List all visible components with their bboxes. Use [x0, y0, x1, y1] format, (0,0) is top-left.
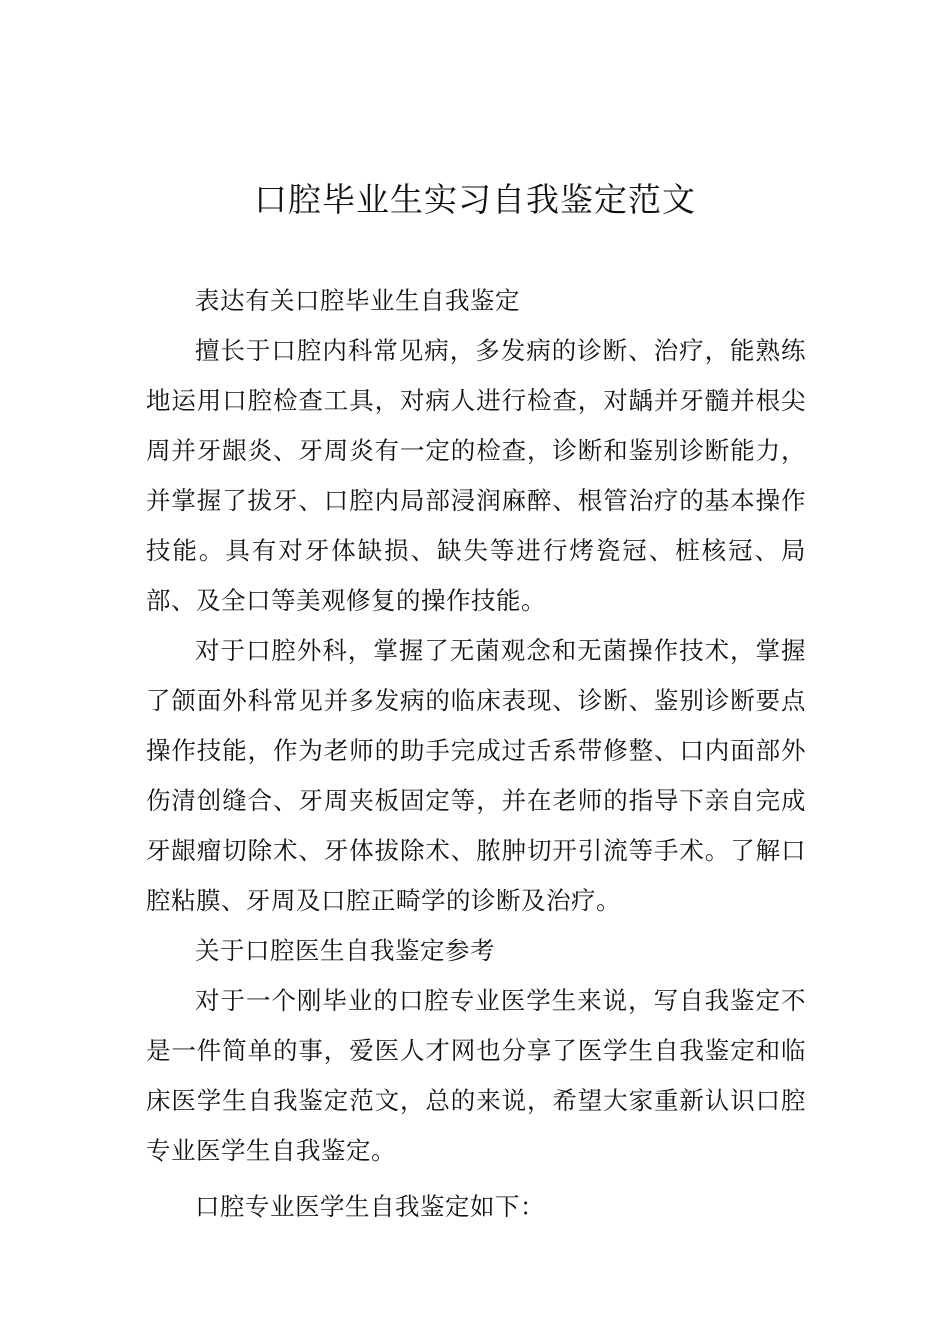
paragraph-graduate-note: 对于一个刚毕业的口腔专业医学生来说，写自我鉴定不是一件简单的事，爱医人才网也分享了医学生自我鉴定和临床医学生自我鉴定范文，总的来说，希望大家重新认识口腔专业医学生自我鉴定。 — [146, 986, 806, 1165]
paragraph-internal-medicine: 擅长于口腔内科常见病，多发病的诊断、治疗，能熟练地运用口腔检查工具，对病人进行检查，对龋并牙髓并根尖周并牙龈炎、牙周炎有一定的检查，诊断和鉴别诊断能力，并掌握了拔牙、口腔内局部浸润麻醉、根管治疗的基本操作技能。具有对牙体缺损、缺失等进行烤瓷冠、桩核冠、局部、及全口等美观修复的操作技能。 — [146, 336, 806, 615]
document-title: 口腔毕业生实习自我鉴定范文 — [254, 180, 696, 219]
document-body — [146, 276, 806, 1232]
paragraph-intro-heading: 表达有关口腔毕业生自我鉴定 — [195, 286, 520, 315]
paragraph-oral-surgery: 对于口腔外科，掌握了无菌观念和无菌操作技术，掌握了颌面外科常见并多发病的临床表现、诊断、鉴别诊断要点操作技能，作为老师的助手完成过舌系带修整、口内面部外伤清创缝合、牙周夹板固定等，并在老师的指导下亲自完成牙龈瘤切除术、牙体拔除术、脓肿切开引流等手术。了解口腔粘膜、牙周及口腔正畸学的诊断及治疗。 — [146, 636, 806, 915]
paragraph-closing-line: 口腔专业医学生自我鉴定如下： — [195, 1192, 545, 1221]
paragraph-reference-heading: 关于口腔医生自我鉴定参考 — [195, 936, 495, 965]
